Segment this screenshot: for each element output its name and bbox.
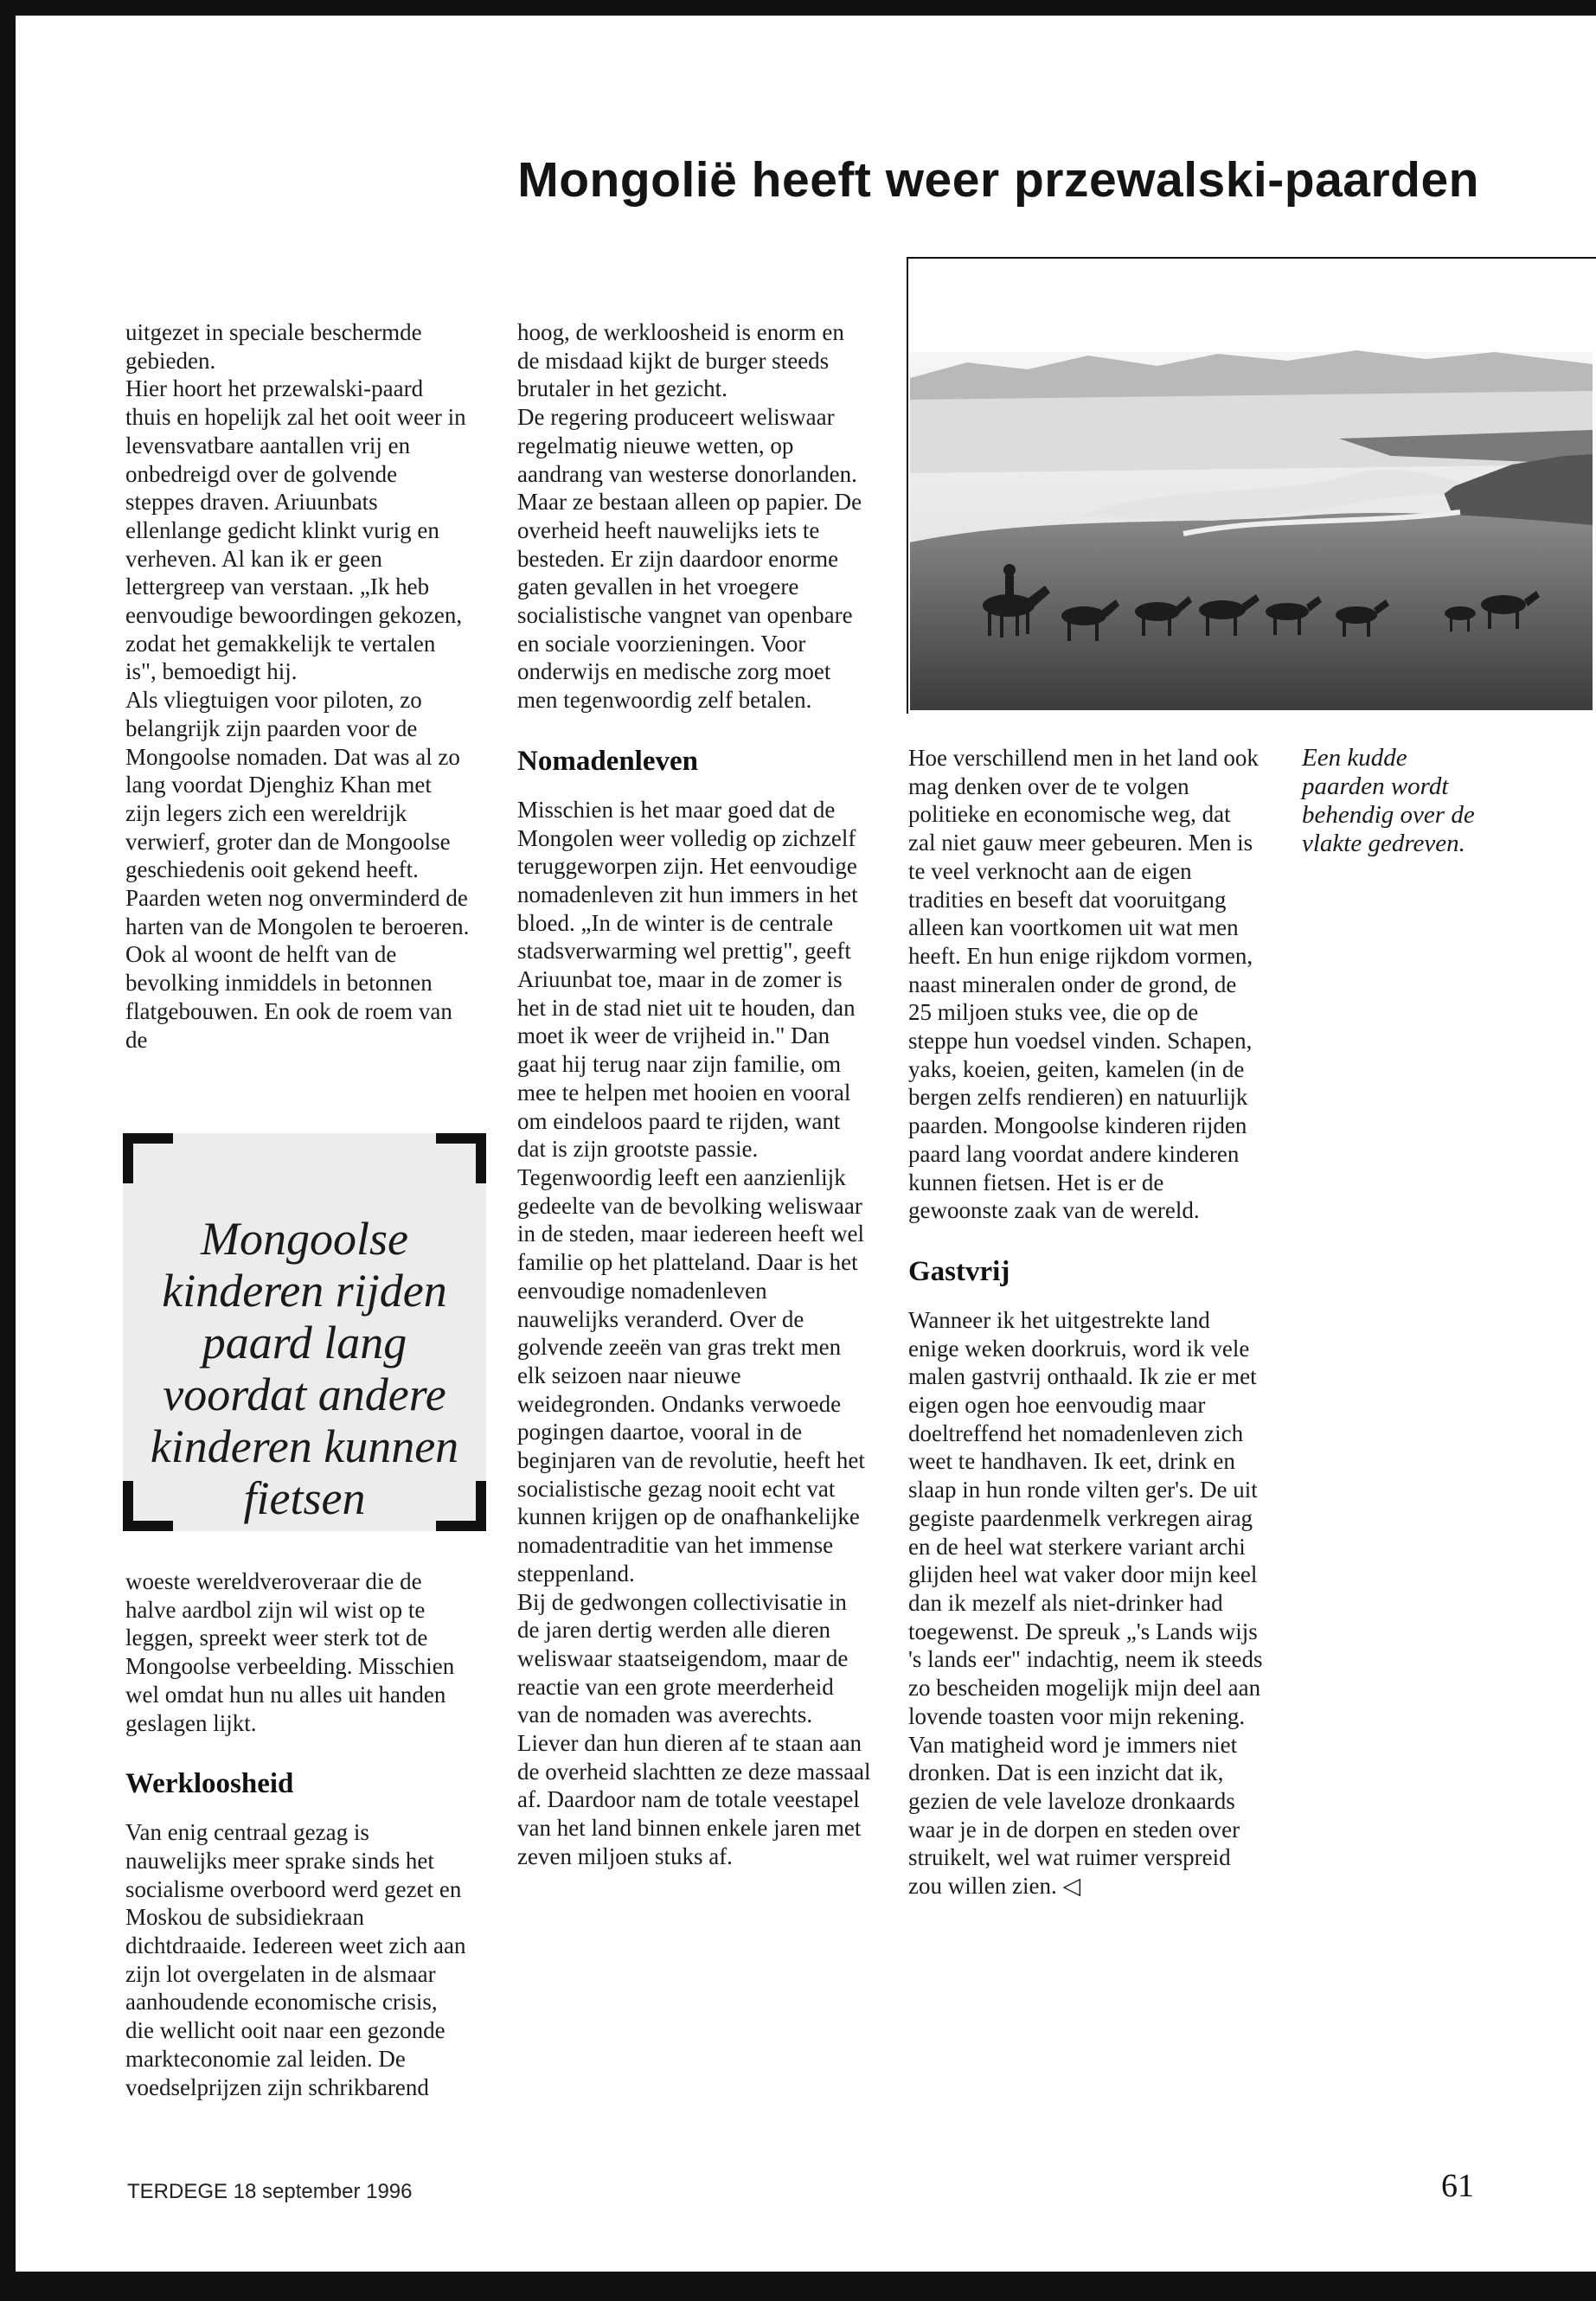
column-2 <box>517 318 872 1871</box>
page-border-top <box>0 0 1596 16</box>
page-number: 61 <box>1441 2168 1474 2204</box>
paragraph: Hoe verschillend men in het land ook mag denken over de te volgen politieke en economische weg, dat zal niet gauw meer gebeuren. Men is te veel verknocht aan de eigen tradities en beseft dat vooruitgang alleen kan voortkomen uit wat men heeft. En hun enige rijkdom vormen, naast mineralen onder de grond, de 25 miljoen stuks vee, die op de steppe hun voedsel vinden. Schapen, yaks, koeien, geiten, kamelen (in de bergen zelfs rendieren) en natuurlijk paarden. Mongoolse kinderen rijden paard lang voordat andere kinderen kunnen fietsen. Het is er de gewoonste zaak van de wereld. <box>908 745 1259 1224</box>
column-1-top <box>125 318 471 1054</box>
photo-horses-steppe <box>907 257 1596 714</box>
paragraph: Tegenwoordig leeft een aanzienlijk gedeelte van de bevolking weliswaar in de steden, maar iedereen heeft wel familie op het platteland. Daar is het eenvoudige nomadenleven nauwelijks veranderd. Over de golvende zeeën van gras trekt men elk seizoen naar nieuwe weidegronden. Ondanks verwoede pogingen daartoe, vooral in de beginjaren van de revolutie, heeft het socialistische gezag nooit echt vat kunnen krijgen op de onafhankelijke nomadentraditie van het immense steppenland. <box>517 1163 865 1586</box>
subheading-werkloosheid: Werkloosheid <box>125 1768 294 1800</box>
paragraph: Van enig centraal gezag is nauwelijks meer sprake sinds het socialisme overboord werd gezet en Moskou de subsidiekraan dichtdraaide. Iedereen weet zich aan zijn lot overgelaten in de alsmaar aanhoudende economische crisis, die wellicht ooit naar een gezonde markteconomie zal leiden. De voedselprijzen zijn schrikbarend <box>125 1819 466 2100</box>
paragraph: Als vliegtuigen voor piloten, zo belangrijk zijn paarden voor de Mongoolse nomaden. Dat was al zo lang voordat Djenghiz Khan met zijn legers zich een wereldrijk verwierf, groter dan de Mongoolse geschiedenis ooit gekend heeft. <box>125 687 460 883</box>
column-1-bottom <box>125 1567 471 2101</box>
paragraph: uitgezet in speciale beschermde gebieden. <box>125 319 422 374</box>
pull-quote-text: Mongoolse kinderen rijden paard lang voordat andere kinderen kunnen fietsen <box>150 1213 459 1524</box>
page-title: Mongolië heeft weer przewalski-paarden <box>517 152 1479 208</box>
page-border-left <box>0 0 16 2301</box>
page-border-bottom <box>0 2272 1596 2301</box>
corner-bracket-top-left <box>123 1133 173 1183</box>
subheading-gastvrij: Gastvrij <box>908 1255 1010 1287</box>
paragraph: woeste wereldveroveraar die de halve aardbol zijn wil wist op te leggen, spreekt weer sterk tot de Mongoolse verbeelding. Misschien wel omdat hun nu alles uit handen geslagen lijkt. <box>125 1568 455 1736</box>
paragraph: Misschien is het maar goed dat de Mongolen weer volledig op zichzelf teruggeworpen zijn. Het eenvoudige nomadenleven zit hun immers in het bloed. „In de winter is de centrale stadsverwarming wel prettig", geeft Ariuunbat toe, maar in de zomer is het in de stad niet uit te houden, dan moet ik weer de vrijheid in." Dan gaat hij terug naar zijn familie, om mee te helpen met hooien en vooral om eindeloos paard te rijden, want dat is zijn grootste passie. <box>517 796 858 1163</box>
paragraph: hoog, de werkloosheid is enorm en de misdaad kijkt de burger steeds brutaler in het gezicht. <box>517 319 844 402</box>
paragraph: Hier hoort het przewalski-paard thuis en hopelijk zal het ooit weer in levensvatbare aantallen vrij en onbedreigd over de golvende steppes draven. Ariuunbats ellenlange gedicht klinkt vurig en verheven. Al kan ik er geen lettergreep van verstaan. „Ik heb eenvoudige bewoordingen gekozen, zodat het gemakkelijk te vertalen is", bemoedigt hij. <box>125 375 466 685</box>
paragraph: De regering produceert weliswaar regelmatig nieuwe wetten, op aandrang van westerse donorlanden. Maar ze bestaan alleen op papier. De overheid heeft nauwelijks iets te besteden. Er zijn daardoor enorme gaten gevallen in het vroegere socialistische vangnet van openbare en sociale voorzieningen. Voor onderwijs en medische zorg moet men tegenwoordig zelf betalen. <box>517 404 862 714</box>
pull-quote <box>123 1133 486 1531</box>
footer-publication: TERDEGE 18 september 1996 <box>127 2180 413 2203</box>
corner-bracket-top-right <box>436 1133 486 1183</box>
paragraph: Bij de gedwongen collectivisatie in de jaren dertig werden alle dieren weliswaar staatseigendom, maar de reactie van een grote meerderheid van de nomaden was averechts. Liever dan hun dieren af te staan aan de overheid slachtten ze deze massaal af. Daardoor nam de totale veestapel van het land binnen enkele jaren met zeven miljoen stuks af. <box>517 1588 871 1869</box>
paragraph: Paarden weten nog onverminderd de harten van de Mongolen te beroeren. Ook al woont de helft van de bevolking inmiddels in betonnen flatgebouwen. En ook de roem van de <box>125 885 470 1053</box>
subheading-nomadenleven: Nomadenleven <box>517 745 698 777</box>
paragraph: Wanneer ik het uitgestrekte land enige weken doorkruis, word ik vele malen gastvrij onthaald. Ik zie er met eigen ogen hoe eenvoudig maar doeltreffend het nomadenleven zich weet te handhaven. Ik eet, drink en slaap in hun ronde vilten ger's. De uit gegiste paardenmelk verkregen airag en de heel wat sterkere variant archi glijden heel wat vaker door mijn keel dan ik mezelf als niet-drinker had toegewenst. De spreuk „'s Lands wijs 's lands eer" indachtig, neem ik steeds zo bescheiden mogelijk mijn deel aan lovende toasten voor mijn rekening. Van matigheid word je immers niet dronken. Dat is een inzicht dat ik, gezien de vele laveloze dronkaards waar je in de dorpen en steden over struikelt, wel wat ruimer verspreid zou willen zien. ◁ <box>908 1306 1263 1900</box>
column-3 <box>908 744 1263 1900</box>
photo-caption: Een kudde paarden wordt behendig over de vlakte gedreven. <box>1302 744 1475 857</box>
